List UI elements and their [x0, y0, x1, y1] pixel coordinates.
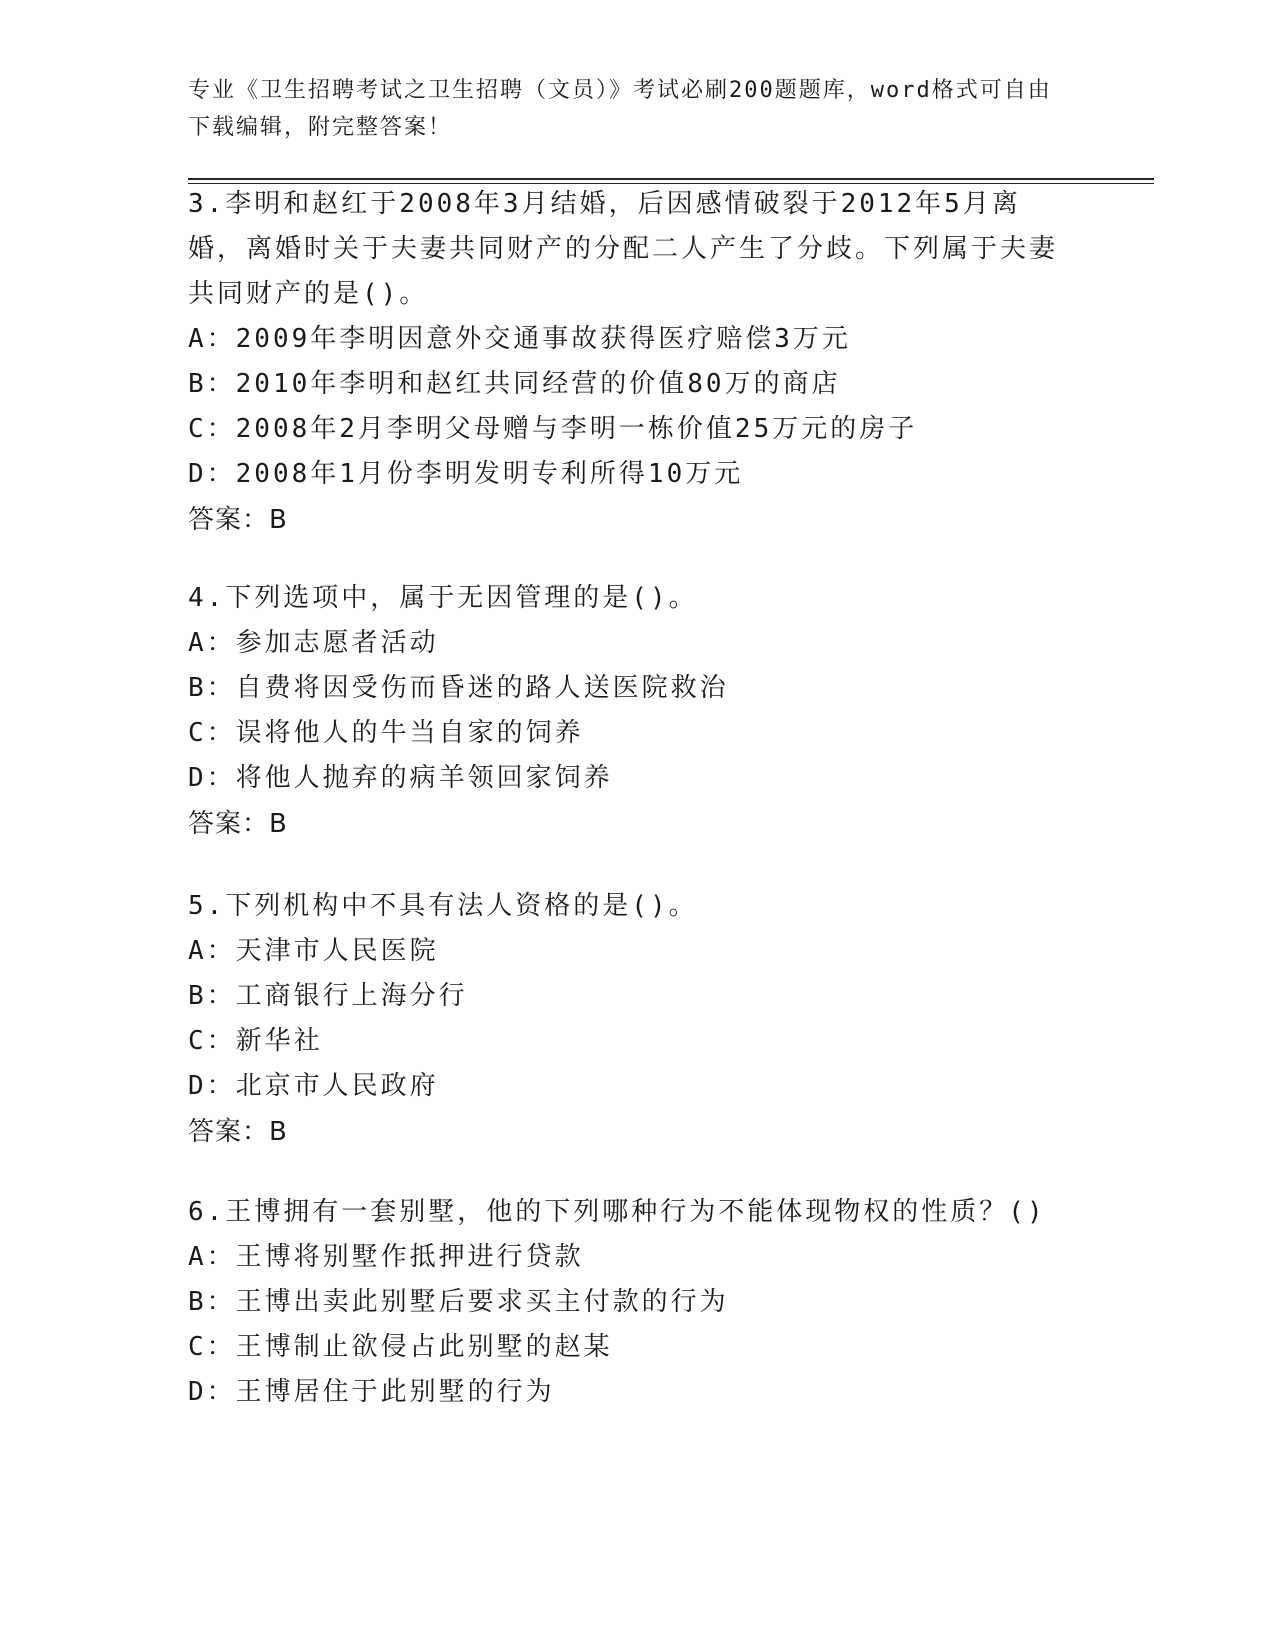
option-a: A：参加志愿者活动	[188, 628, 439, 658]
question-stem: 6.王博拥有一套别墅，他的下列哪种行为不能体现物权的性质？()	[188, 1197, 1046, 1227]
answer-text: 答案：B	[188, 505, 288, 535]
option-d: D：2008年1月份李明发明专利所得10万元	[188, 459, 744, 489]
option-b: B：自费将因受伤而昏迷的路人送医院救治	[188, 673, 729, 703]
answer-text: 答案：B	[188, 1117, 288, 1147]
question-block-3	[188, 182, 1068, 544]
option-b: B：王博出卖此别墅后要求买主付款的行为	[188, 1287, 729, 1317]
question-block-5	[188, 884, 1068, 1156]
answer-text: 答案：B	[188, 809, 288, 839]
option-a: A：2009年李明因意外交通事故获得医疗赔偿3万元	[188, 324, 851, 354]
document-header: 专业《卫生招聘考试之卫生招聘（文员）》考试必刷200题题库，word格式可自由下载编辑，附完整答案！	[188, 78, 1052, 140]
option-a: A：天津市人民医院	[188, 936, 439, 966]
option-c: C：王博制止欲侵占此别墅的赵某	[188, 1332, 613, 1362]
option-c: C：新华社	[188, 1026, 323, 1056]
option-d: D：将他人抛弃的病羊领回家饲养	[188, 763, 613, 793]
question-block-6	[188, 1190, 1068, 1415]
option-b: B：2010年李明和赵红共同经营的价值80万的商店	[188, 369, 841, 399]
header-divider-thick	[188, 178, 1154, 180]
question-stem: 5.下列机构中不具有法人资格的是()。	[188, 891, 698, 921]
option-d: D：北京市人民政府	[188, 1071, 439, 1101]
question-block-4	[188, 576, 1068, 848]
option-a: A：王博将别墅作抵押进行贷款	[188, 1242, 584, 1272]
option-d: D：王博居住于此别墅的行为	[188, 1377, 555, 1407]
question-stem: 4.下列选项中，属于无因管理的是()。	[188, 583, 698, 613]
option-b: B：工商银行上海分行	[188, 981, 468, 1011]
option-c: C：2008年2月李明父母赠与李明一栋价值25万元的房子	[188, 414, 918, 444]
option-c: C：误将他人的牛当自家的饲养	[188, 718, 584, 748]
question-stem: 3.李明和赵红于2008年3月结婚，后因感情破裂于2012年5月离婚，离婚时关于夫妻共同财产的分配二人产生了分歧。下列属于夫妻共同财产的是()。	[188, 189, 1059, 309]
